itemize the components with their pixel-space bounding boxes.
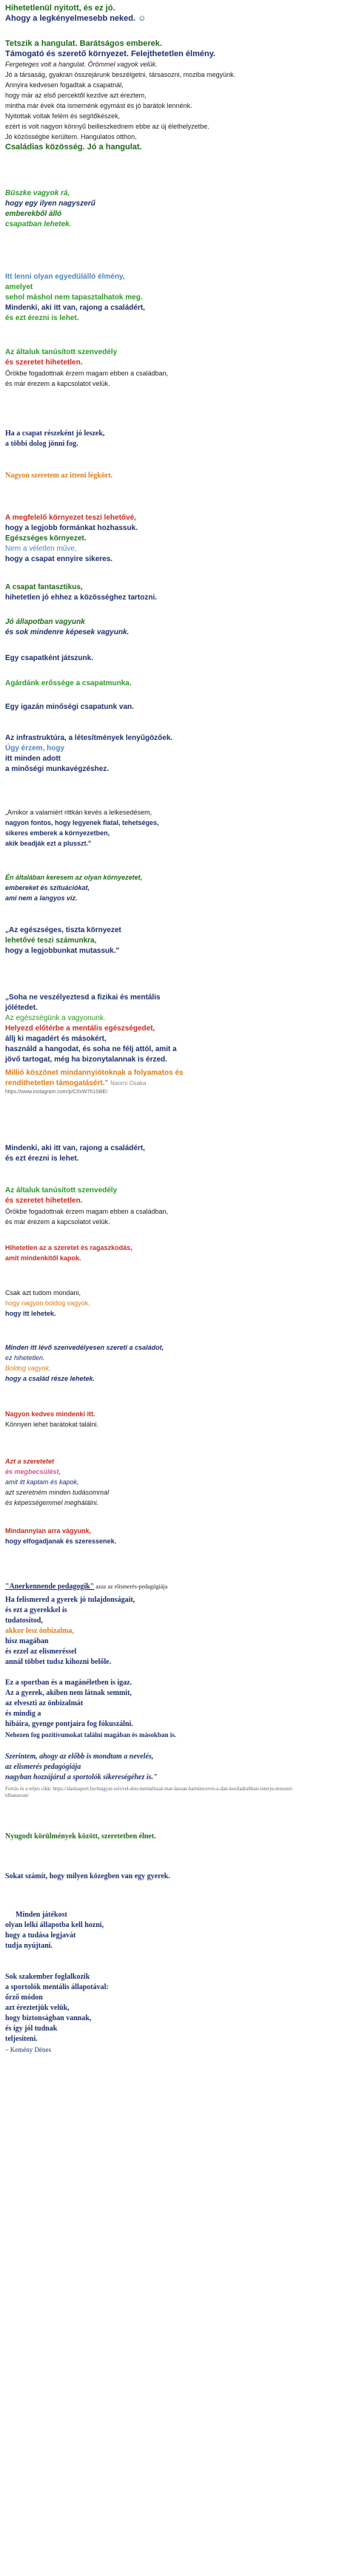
text-line: hogy nagyon boldog vagyok, [5, 1299, 90, 1307]
text-line: Nyugodt körülmények között, szeretetben élnet. [5, 1832, 156, 1841]
text-line: és mindig a [5, 1710, 41, 1718]
osaka-quote-block [5, 993, 331, 1095]
text-line: Könnyen lehet barátokat találni. [5, 1421, 99, 1428]
text-line: Egy csapatként játszunk. [5, 654, 93, 662]
heading-subtitle: azaz az elismerés-pedagógiája [94, 1583, 168, 1590]
text-line-part: rendíthetetlen támogatásért." [5, 1079, 109, 1087]
happy-block [5, 1288, 331, 1319]
source-link[interactable]: Forrás és a teljes cikk: https://danlasport.hu/magyar-szivvel-den-mentalissal-mar-lassan-harmincevre-a-dan-keziladrabban-interju-meszeri-tdhanseran/ [5, 1786, 294, 1798]
text-line: annál többet tudsz kihozni belőle. [5, 1658, 112, 1666]
teamwork-block [5, 679, 331, 689]
text-line: tudja nyújtani. [5, 1942, 53, 1950]
text-line: Agárdánk erőssége a csapatmunka. [5, 679, 132, 687]
text-line: azt szeretném minden tudásommal [5, 1489, 110, 1496]
text-line: és ezzel az elismeréssel [5, 1648, 77, 1656]
section-heading [5, 1582, 331, 1592]
text-line: „Amikor a valamiért rittkán kevés a lelkesedésem, [5, 809, 152, 816]
calm-block [5, 1832, 331, 1842]
text-line: nagyban hozzájárul a sportolók sikereségéhez is." [5, 1773, 158, 1781]
environment-matters-block [5, 1872, 331, 1882]
text-line: Hihetetlenül nyitott, és ez jó. [5, 4, 115, 13]
text-line: Nagyon szeretem az itteni légkört. [5, 472, 113, 480]
text-line: Sok szakember foglalkozik [5, 1973, 90, 1981]
text-line: Hihetetlen az a szeretet és ragaszkodás, [5, 1244, 132, 1251]
passion-block-2 [5, 1186, 331, 1227]
text-line: Ha felismered a gyerek jó tulajdonságait, [5, 1596, 135, 1604]
text-line: Támogató és szerető környezet. Felejthetetlen élmény. [5, 50, 216, 58]
good-shape-block [5, 617, 331, 638]
text-line: Nagyon kedves mindenki itt. [5, 1410, 95, 1418]
text-line: akkor lesz önbizalma, [5, 1627, 74, 1635]
text-line: nagyon fontos, hogy legyenek fiatal, tehetséges, [5, 819, 159, 826]
text-line: Azt a szeretetet [5, 1458, 55, 1465]
text-line: és szeretet hihetetlen. [5, 1197, 83, 1205]
text-line: az elveszti az önbizalmát [5, 1699, 84, 1707]
sport-life-block [5, 1678, 331, 1740]
text-line: ezért is volt nagyon könnyű beilleszkednem ebbe az új élethelyzetbe. [5, 123, 209, 130]
text-line: és ezt érezni is lehet. [5, 1155, 79, 1163]
text-line: és már érezem a kapcsolatot velük. [5, 380, 110, 387]
text-line: Szerintem, ahogy az előbb is mondtam a nevelés, [5, 1753, 154, 1761]
text-line: és szeretet hihetetlen. [5, 358, 83, 367]
text-line: amit mindenkitől kapok. [5, 1254, 81, 1262]
text-line: hogy elfogadjanak és szeressenek. [5, 1537, 117, 1545]
text-line: Egy igazán minőségi csapatunk van. [5, 703, 134, 711]
text-line: jövő tartogat, még ha bizonytalannak is érzed. [5, 1056, 167, 1064]
unique-experience-block [5, 272, 331, 324]
text-line: emberekből álló [5, 210, 62, 218]
text-line: Minden itt lévő szenvedélyesen szereti a családot, [5, 1344, 164, 1351]
text-line: Ahogy a legkényelmesebb neked. ☺ [5, 14, 147, 23]
text-line: és sok mindenre képesek vagyunk. [5, 628, 130, 636]
text-line: és megbecsülést, [5, 1468, 61, 1475]
text-line: Mindannyian arra vágyunk, [5, 1527, 92, 1535]
recognition-pedagogy-block [5, 1582, 331, 1668]
text-line: A megfelelő környezet teszi lehetővé, [5, 514, 136, 522]
love-atmosphere-block [5, 471, 331, 481]
text-line: hogy már az első percektől kezdve azt éreztem, [5, 92, 147, 99]
text-line: akik beadják ezt a plusszt." [5, 840, 92, 847]
text-line: a sportolók mentális állapotával: [5, 1983, 109, 1991]
text-line: Jó a társaság, gyakran összejárunk beszélgetni, társasozni, moziba megyünk. [5, 71, 236, 78]
source-link[interactable]: https://www.instagram.com/p/C0xW7h1SBE/ [5, 1090, 108, 1095]
text-line: Büszke vagyok rá, [5, 189, 70, 197]
text-line: és ezt a gyerekkel is [5, 1606, 67, 1614]
text-line: olyan lelki állapotba kell hozni, [5, 1921, 104, 1929]
text-line: jólétedet. [5, 1004, 38, 1012]
text-line: Fergeteges volt a hangulat. Örömmel vagyok velük. [5, 61, 158, 68]
environment-seek-block [5, 872, 331, 903]
text-line: hihetetlen jó ehhez a közösséghez tartozni. [5, 594, 158, 602]
gratitude-block [5, 1456, 331, 1508]
clean-environment-block [5, 925, 331, 956]
text-line: csapatban lehetek. [5, 220, 72, 228]
text-line: Az a gyerek, akiben nem látnak semmit, [5, 1689, 132, 1697]
text-line: Úgy érzem, hogy [5, 744, 65, 752]
text-line: hogy a csapat ennyire sikeres. [5, 555, 113, 563]
text-line: hogy egy ilyen nagyszerű [5, 200, 95, 208]
text-line: állj ki magadért és másokért, [5, 1035, 107, 1043]
text-line: Minden játékost [16, 1911, 67, 1919]
text-line: hogy a tudása legjavát [5, 1931, 76, 1940]
text-line: Az általuk tanúsított szenvedély [5, 1186, 118, 1194]
passion-block [5, 347, 331, 389]
text-line: és képességemmel meghálálni. [5, 1499, 99, 1506]
text-line: lehetővé teszi számunkra, [5, 937, 97, 945]
text-line: ami nem a langyos víz. [5, 894, 78, 902]
text-line: amit itt kaptam és kapok, [5, 1478, 79, 1486]
quote-author: Naomi Osaka [110, 1080, 147, 1087]
text-line: itt minden adott [5, 755, 61, 763]
text-line: Ha a csapat részeként jó leszek, [5, 429, 105, 438]
text-line: Családias közösség. Jó a hangulat. [5, 143, 142, 152]
text-line: Millió köszönet mindannyiótoknak a folyamatos és [5, 1069, 184, 1077]
text-line: őrző módon [5, 1994, 43, 2002]
text-line: Boldog vagyok, [5, 1365, 51, 1372]
text-line: Az egészségünk a vagyonunk. [5, 1014, 106, 1022]
text-line: sikeres emberek a környezetben, [5, 829, 110, 837]
fantastic-team-block [5, 582, 331, 603]
text-line: sehol máshol nem tapasztalhatok meg. [5, 293, 143, 302]
text-line: hogy a legjobbunkat mutassuk." [5, 947, 120, 955]
text-line: hogy a legjobb formánkat hozhassuk. [5, 524, 138, 532]
text-line: Ez a sportban és a magánéletben is igaz. [5, 1679, 132, 1687]
text-line: azt éreztetjük velük, [5, 2004, 70, 2012]
infrastructure-block [5, 733, 331, 775]
enthusiasm-quote-block [5, 807, 331, 849]
text-line: Annyira kedvesen fogadtak a csapatnál, [5, 81, 124, 89]
team-part-block [5, 429, 331, 449]
text-line: Csak azt tudom mondani, [5, 1289, 81, 1297]
kind-people-block [5, 1409, 331, 1430]
family-block [5, 1143, 331, 1164]
text-line: Nem a véletlen műve, [5, 545, 77, 553]
text-line: teljesíteni. [5, 2035, 38, 2043]
text-line: hisz magában [5, 1637, 49, 1645]
professionals-block [5, 1972, 331, 2055]
text-line: „Soha ne veszélyeztesd a fizikai és mentális [5, 993, 161, 1002]
text-line: „Az egészséges, tiszta környezet [5, 926, 121, 934]
text-line: mintha már évek óta ismernénk egymást és jó barátok lennénk. [5, 102, 192, 109]
text-line: Sokat számít, hogy milyen közegben van egy gyerek. [5, 1872, 170, 1880]
text-line: használd a hangodat, és soha ne félj attól, amit a [5, 1045, 177, 1053]
acceptance-block [5, 1526, 331, 1546]
attachment-block [5, 1243, 331, 1263]
family-part-block [5, 1342, 331, 1384]
text-line: Mindenki, aki itt van, rajong a családért, [5, 304, 145, 312]
text-line: Az infrastruktúra, a létesítmények lenyűgözőek. [5, 734, 173, 742]
text-line: Helyezd előtérbe a mentális egészségedet, [5, 1024, 155, 1033]
text-line: és már érezem a kapcsolatot velük. [5, 1218, 110, 1226]
text-line: Az általuk tanúsított szenvedély [5, 348, 118, 356]
text-line: A csapat fantasztikus, [5, 583, 83, 591]
proud-block [5, 188, 331, 230]
text-line: Örökbe fogadottnak érzem magam ebben a családban, [5, 1208, 169, 1215]
text-line: a többi dolog jönni fog. [5, 440, 78, 448]
text-line: amelyet [5, 283, 33, 291]
text-line: Én általában keresem az olyan környezetet, [5, 874, 143, 881]
text-line: Mindenki, aki itt van, rajong a családért, [5, 1144, 145, 1152]
text-line: Egészséges környezet. [5, 534, 87, 543]
text-line: és így jól tudnak [5, 2025, 58, 2033]
heading-title: "Anerkennende pedagogik" [5, 1583, 95, 1591]
quality-team-block [5, 702, 331, 713]
text-line: Örökbe fogadottnak érzem magam ebben a családban, [5, 370, 169, 377]
text-line: az elismerés pedagógiája [5, 1763, 81, 1771]
text-line: ez hihetetlen. [5, 1354, 45, 1362]
intro-block [5, 3, 331, 24]
text-line: a minőségi munkavégzéshez. [5, 765, 110, 773]
text-line: hogy a család része lehetek. [5, 1375, 95, 1382]
text-line: Itt lenni olyan egyedülálló élmény, [5, 273, 125, 281]
one-team-block [5, 653, 331, 664]
team-atmosphere-block [5, 38, 331, 152]
environment-block [5, 513, 331, 565]
text-line [5, 1078, 331, 1089]
quote-author: – Kemény Dénes [5, 2046, 51, 2053]
text-line: és ezt érezni is lehet. [5, 314, 79, 322]
text-line: Tetszik a hangulat. Barátságos emberek. [5, 39, 162, 48]
text-line: hogy biztonságban vannak, [5, 2014, 92, 2022]
text-line: Jó közösségbe kerültem. Hangulatos otthon, [5, 133, 137, 140]
education-block [5, 1752, 331, 1799]
text-line: hogy itt lehetek. [5, 1310, 56, 1317]
text-line: Jó állapotban vagyunk [5, 618, 85, 626]
text-line: Nyitottak voltak felém és segítőkészek, [5, 112, 121, 120]
text-line: embereket és szituációkat, [5, 884, 90, 891]
mental-state-block [5, 1910, 331, 1951]
text-line: tudatosítod, [5, 1617, 43, 1625]
text-line: Nehezen fog pozitívumokat találni magában és másokban is. [5, 1731, 177, 1739]
text-line: hibáira, gyenge pontjaira fog fókuszálni. [5, 1720, 133, 1728]
